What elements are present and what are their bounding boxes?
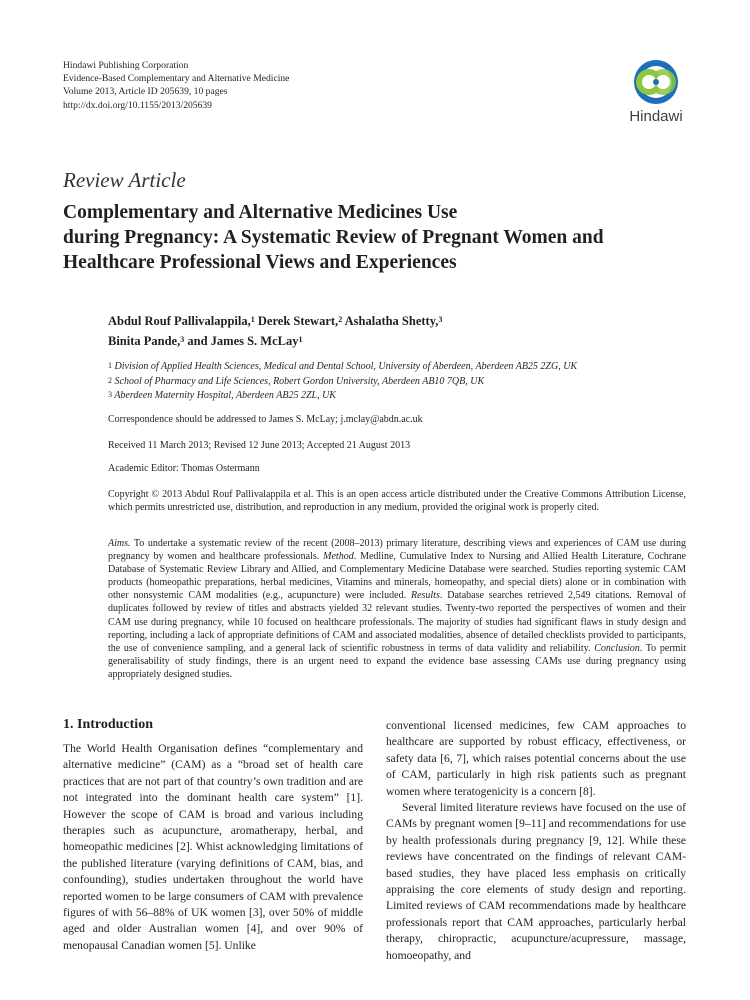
hindawi-logo [622,58,690,130]
affiliation-list [108,360,577,404]
title-line: Healthcare Professional Views and Experiences [63,252,457,273]
abstract-conclusion: . To permit generalisability of study findings, there is an urgent need to expand the evidence base assessing CAMs use during pregnancy using appropriately designed studies. [108,642,686,680]
author-name: and James S. McLay [187,334,299,348]
title-line: Complementary and Alternative Medicines Use [63,202,458,223]
author-affil-mark: 3 [180,335,185,344]
hindawi-logo-icon [622,58,690,108]
author-affil-mark: 1 [298,335,303,344]
volume-info: Volume 2013, Article ID 205639, 10 pages [63,86,228,98]
author-name: Binita Pande, [108,334,181,348]
body-column-right [386,718,686,964]
article-type: Review Article [63,168,186,192]
received-dates: Received 11 March 2013; Revised 12 June 2013; Accepted 21 August 2013 [108,440,411,451]
author-name: Abdul Rouf Pallivalappila, [108,314,251,328]
journal-name: Evidence-Based Complementary and Alternative Medicine [63,73,290,85]
body-paragraph: The World Health Organisation defines “complementary and alternative medicine” (CAM) as a “broad set of health care practices that are not part of that country’s own tradition and are not integrated into the dominant health care system” [1]. However the scope of CAM is broad and various including therapies such as acupuncture, aromatherapy, herbal, and homeopathic medicines [2]. Whist acknowledging limitations of the published literature (varying definitions of CAM, bias, and confounding), studies undertaken throughout the world have reported women to be large consumers of CAM with prevalence figures of with 56–88% of UK women [3], over 50% of middle aged and older Australian women [4], and over 90% of menopausal Canadian women [5]. Unlike [63,742,363,952]
body-column-left [63,716,363,954]
author-affil-mark: 3 [438,315,443,324]
author-list [108,311,442,351]
abstract-conclusion-label: Conclusion [594,642,640,654]
article-title [63,200,703,275]
author-affil-mark: 2 [338,315,343,324]
journal-header [63,59,289,112]
copyright-notice: Copyright © 2013 Abdul Rouf Pallivalappila et al. This is an open access article distributed under the Creative Commons Attribution License, which permits unrestricted use, distribution, and reproduction in any medium, provided the original work is properly cited. [108,489,686,514]
abstract-method: . Medline, Cumulative Index to Nursing and Allied Health Literature, Cochrane Database of Systematic Review Library and Allied, and Complementary Medicine Database were searched. Studies reporting systemic CAM products (homeopathic preparations, herbal medicines, Vitamins and minerals, homeopathy, and special diets) alone or in combination with other nonsystemic CAM modalities (e.g., acupuncture) were included. [108,551,686,602]
abstract-results: . Database searches retrieved 2,549 citations. Removal of duplicates followed by review of titles and abstracts yielded 32 relevant studies. Twenty-two reported the perspectives of women and their CAM use during pregnancy, while 10 focused on healthcare professionals. The majority of studies had significant flaws in study design and reporting, including a lack of appropriate definitions of CAM and associated modalities, absence of detailed checklists provided to participants, the use of convenience sampling, and a general lack of scientific robustness in terms of data validity and reliability. [108,590,686,654]
body-paragraph: Several limited literature reviews have focused on the use of CAMs by pregnant women [9–11] and recommendations for use by health professionals during pregnancy [9, 12]. While these reviews have concentrated on the findings of relevant CAM-based studies, they have placed less emphasis on critically appraising the core elements of study design and reporting. Limited reviews of CAM recommendations made by healthcare professionals report that CAM approaches, particularly herbal therapy, chiropractic, acupuncture/acupressure, massage, homoeopathy, and [386,801,686,962]
abstract-results-label: Results [410,590,440,602]
abstract-aims: To undertake a systematic review of the recent (2008–2013) primary literature, describing views and experiences of CAM use during pregnancy by women and healthcare professionals. [108,538,686,563]
author-name: Derek Stewart, [257,314,339,328]
abstract-aims-label: Aims. [108,538,131,549]
academic-editor: Academic Editor: Thomas Ostermann [108,463,260,474]
affiliation-item: $^3$ Aberdeen Maternity Hospital, Aberdeen AB25 2ZL, UK [108,390,336,401]
affiliation-item: $^2$ School of Pharmacy and Life Sciences, Robert Gordon University, Aberdeen AB10 7QB, UK [108,375,485,387]
abstract [108,537,686,681]
doi-link[interactable]: http://dx.doi.org/10.1155/2013/205639 [63,99,212,111]
section-heading: 1. Introduction [63,717,153,732]
correspondence: Correspondence should be addressed to James S. McLay; j.mclay@abdn.ac.uk [108,414,423,425]
body-paragraph: conventional licensed medicines, few CAM approaches to healthcare are supported by robust efficacy, effectiveness, or safety data [6, 7], which raises potential concerns about the use of CAM, particularly in high risk patients such as pregnant women where teratogenicity is a concern [8]. [386,719,686,798]
title-line: during Pregnancy: A Systematic Review of Pregnant Women and [63,227,604,248]
author-affil-mark: 1 [250,315,255,324]
author-name: Ashalatha Shetty, [344,314,439,328]
logo-wordmark: Hindawi [629,108,683,125]
abstract-method-label: Method [323,551,354,563]
publisher-name: Hindawi Publishing Corporation [63,60,189,71]
affiliation-item: $^1$ Division of Applied Health Sciences, Medical and Dental School, University of Aberdeen, Aberdeen AB25 2ZG, UK [108,361,578,372]
